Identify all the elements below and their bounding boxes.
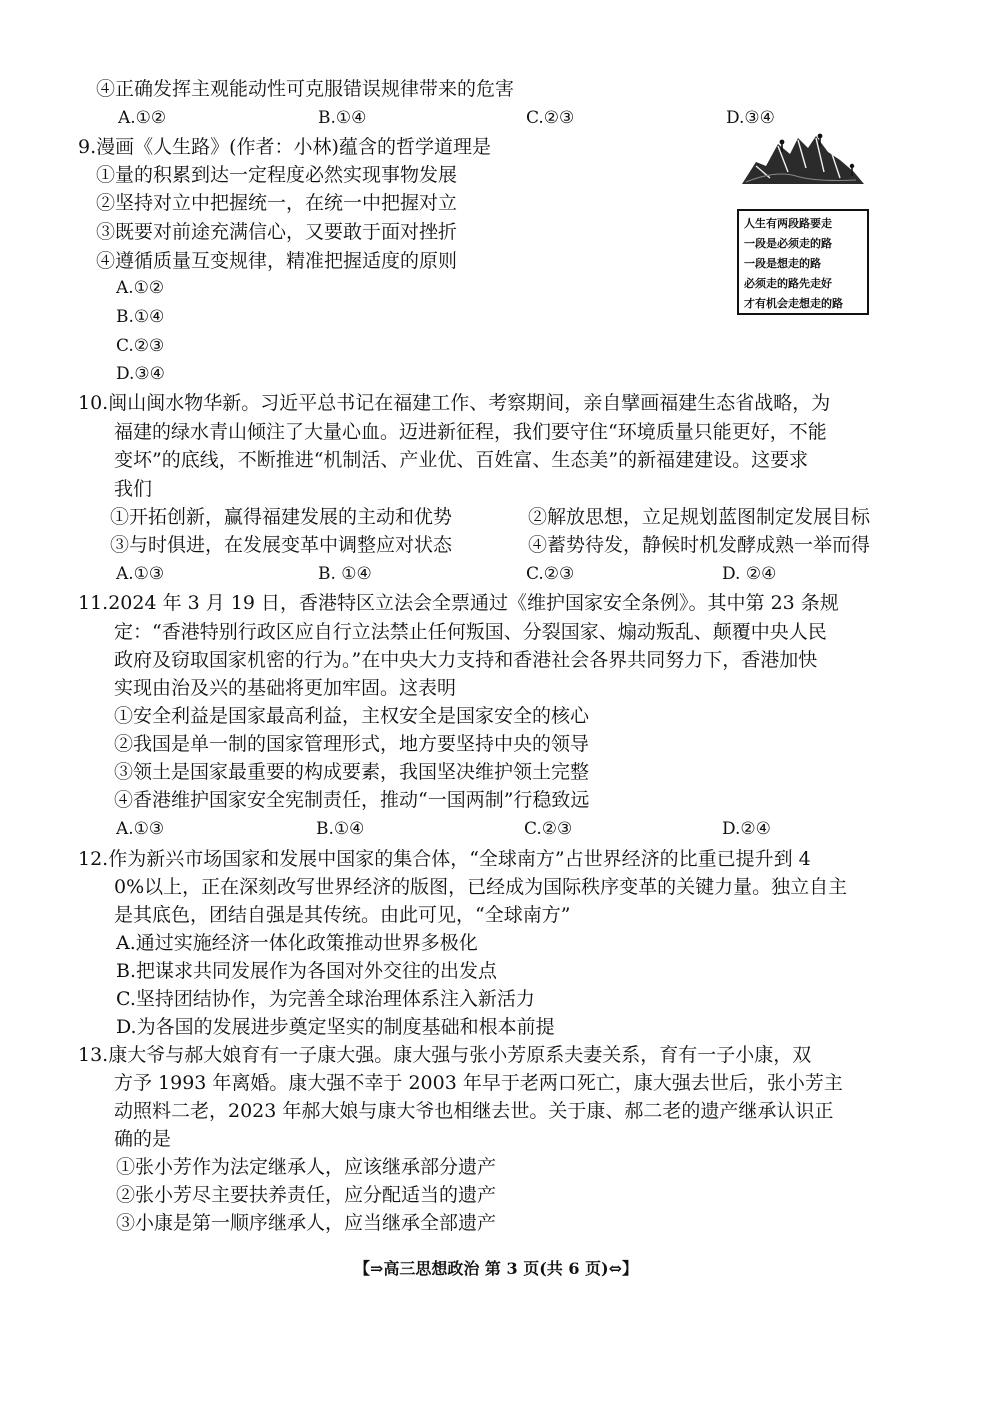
q10-statement-3: ③与时俱进，在发展变革中调整应对状态: [110, 534, 453, 556]
q8-option-d: D.③④: [726, 108, 775, 128]
q11-statement-4: ④香港维护国家安全宪制责任，推动“一国两制”行稳致远: [114, 789, 590, 811]
q12-stem-line-2: 0%以上，正在深刻改写世界经济的版图，已经成为国际秩序变革的关键力量。独立自主: [114, 876, 848, 898]
q13-statement-2: ②张小芳尽主要扶养责任，应分配适当的遗产: [116, 1184, 497, 1206]
q10-statement-2: ②解放思想，立足规划蓝图制定发展目标: [528, 506, 871, 528]
q11-option-a: A.①③: [116, 819, 165, 839]
q11-option-c: C.②③: [524, 819, 573, 839]
q11-stem-line-1: 11.2024 年 3 月 19 日，香港特区立法会全票通过《维护国家安全条例》。其中第 23 条规: [78, 592, 839, 614]
q13-stem-line-2: 方予 1993 年离婚。康大强不幸于 2003 年早于老两口死亡，康大强去世后，张小芳主: [114, 1072, 843, 1094]
q12-option-a: A.通过实施经济一体化政策推动世界多极化: [116, 932, 478, 954]
q8-statement-4: ④正确发挥主观能动性可克服错误规律带来的危害: [96, 78, 515, 100]
q10-stem-line-1: 10.闽山闽水物华新。习近平总书记在福建工作、考察期间，亲自擘画福建生态省战略，为: [78, 392, 831, 414]
q13-statement-1: ①张小芳作为法定继承人，应该继承部分遗产: [116, 1156, 497, 1178]
q10-stem-line-2: 福建的绿水青山倾注了大量心血。迈进新征程，我们要守住“环境质量只能更好，不能: [114, 421, 827, 443]
q9-statement-1: ①量的积累到达一定程度必然实现事物发展: [96, 164, 458, 186]
q9-statement-4: ④遵循质量互变规律，精准把握适度的原则: [96, 250, 458, 272]
q8-option-b: B.①④: [318, 108, 367, 128]
cartoon-caption: [744, 214, 868, 314]
q10-stem-line-3: 变坏”的底线，不断推进“机制活、产业优、百姓富、生态美”的新福建建设。这要求: [114, 449, 809, 471]
q12-option-b: B.把谋求共同发展作为各国对外交往的出发点: [116, 960, 498, 982]
mountain-illustration: [742, 134, 864, 184]
page-footer: 【⇒高三思想政治 第 3 页(共 6 页)⇔】: [353, 1259, 639, 1278]
q10-statement-4: ④蓄势待发，静候时机发酵成熟一举而得: [528, 534, 871, 556]
q10-stem-line-4: 我们: [114, 478, 153, 500]
q8-options: [0, 106, 992, 130]
q9-option-d: D.③④: [116, 364, 165, 384]
cartoon-caption-line-3: 一段是想走的路: [744, 257, 821, 270]
q12-option-d: D.为各国的发展进步奠定坚实的制度基础和根本前提: [116, 1016, 555, 1038]
q12-option-c: C.坚持团结协作，为完善全球治理体系注入新活力: [116, 988, 535, 1010]
q9-stem: 9.漫画《人生路》(作者：小林)蕴含的哲学道理是: [78, 136, 491, 158]
q11-option-d: D.②④: [722, 819, 771, 839]
q9-statement-2: ②坚持对立中把握统一，在统一中把握对立: [96, 192, 458, 214]
q9-option-b: B.①④: [116, 307, 165, 327]
q10-option-b: B. ①④: [318, 564, 372, 584]
q11-statement-3: ③领土是国家最重要的构成要素，我国坚决维护领土完整: [114, 761, 590, 783]
cartoon-caption-line-4: 必须走的路先走好: [744, 277, 832, 290]
q9-statement-3: ③既要对前途充满信心，又要敢于面对挫折: [96, 221, 458, 243]
q8-option-a: A.①②: [118, 108, 167, 128]
cartoon-caption-line-2: 一段是必须走的路: [744, 237, 832, 250]
life-road-cartoon: [736, 132, 872, 318]
q10-option-c: C.②③: [526, 564, 575, 584]
q11-options: [0, 817, 992, 841]
q11-stem-line-4: 实现由治及兴的基础将更加牢固。这表明: [114, 677, 457, 699]
q13-stem-line-4: 确的是: [114, 1128, 172, 1150]
q9-option-a: A.①②: [116, 278, 165, 298]
q13-statement-3: ③小康是第一顺序继承人，应当继承全部遗产: [116, 1212, 497, 1234]
q11-statement-2: ②我国是单一制的国家管理形式，地方要坚持中央的领导: [114, 733, 590, 755]
q11-stem-line-3: 政府及窃取国家机密的行为。”在中央大力支持和香港社会各界共同努力下，香港加快: [114, 649, 818, 671]
q13-stem-line-3: 动照料二老，2023 年郝大娘与康大爷也相继去世。关于康、郝二老的遗产继承认识正: [114, 1100, 834, 1122]
q11-statement-1: ①安全利益是国家最高利益，主权安全是国家安全的核心: [114, 705, 590, 727]
q9-options: [0, 276, 400, 386]
q11-option-b: B.①④: [316, 819, 365, 839]
q12-stem-line-1: 12.作为新兴市场国家和发展中国家的集合体，“全球南方”占世界经济的比重已提升到 4: [78, 848, 811, 870]
q10-option-d: D. ②④: [722, 564, 777, 584]
cartoon-caption-line-5: 才有机会走想走的路: [744, 297, 843, 310]
q12-stem-line-3: 是其底色，团结自强是其传统。由此可见，“全球南方”: [114, 904, 571, 926]
q10-statement-1: ①开拓创新，赢得福建发展的主动和优势: [110, 506, 453, 528]
q8-option-c: C.②③: [526, 108, 575, 128]
q11-stem-line-2: 定：“香港特别行政区应自行立法禁止任何叛国、分裂国家、煽动叛乱、颠覆中央人民: [114, 621, 827, 643]
q9-option-c: C.②③: [116, 336, 165, 356]
q10-option-a: A.①③: [116, 564, 165, 584]
q13-stem-line-1: 13.康大爷与郝大娘育有一子康大强。康大强与张小芳原系夫妻关系，育有一子小康，双: [78, 1044, 812, 1066]
q10-options: [0, 562, 992, 586]
cartoon-caption-line-1: 人生有两段路要走: [744, 217, 832, 230]
